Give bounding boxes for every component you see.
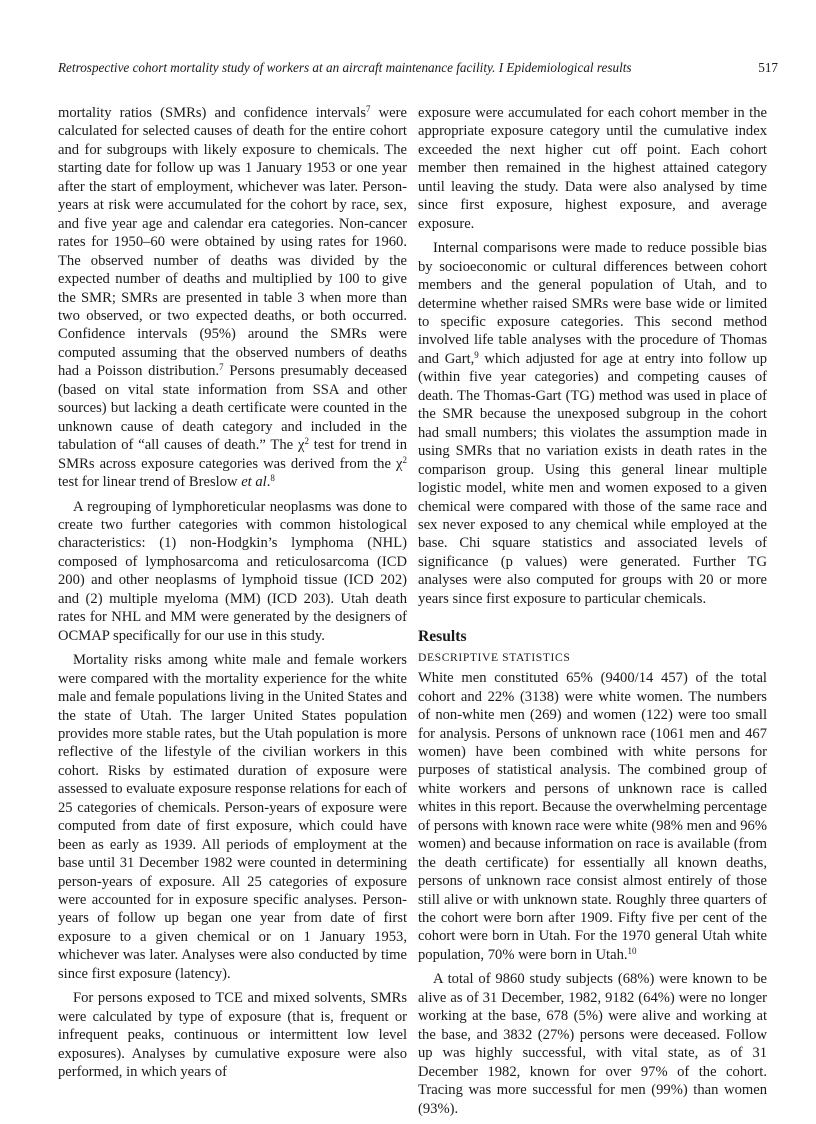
paragraph-mortality-risks: Mortality risks among white male and female workers were compared with the mortality experience for the white male and female populations living in the United States and the state of Utah. The larger United States population provides more stable rates, but the Utah population is more reflective of the lifestyle of the civilian workers in this cohort. Risks by estimated duration of exposure were assessed to evaluate exposure response relations for each of 25 categories of chemicals. Person-years of exposure were computed from date of first exposure, which could have been as early as 1939. All periods of employment at the base until 31 December 1982 were counted in determining person-years of exposure. All 25 categories of exposure were accounted for in exposure specific analyses. Person-years of follow up began one year from date of first exposure to a given chemical or on 1 January 1953, whichever was later. Analyses were also conducted by time since first exposure (latency). — [58, 652, 407, 982]
paragraph-smr-methods: mortality ratios (SMRs) and confidence intervals$^7$ were calculated for selected causes of death for the entire cohort and for subgroups with likely exposure to chemicals. The starting date for follow up was 1 January 1953 or one year after the start of employment, whichever was later. Person-years at risk were accumulated for the cohort by race, sex, and five year age and calendar era categories. Non-cancer rates for 1950–60 were obtained by using rates for 1960. The observed number of deaths was divided by the expected number of deaths and multiplied by 100 to give the SMR; SMRs are presented in table 3 when more than two observed, or two expected deaths, or both occurred. Confidence intervals (95%) around the SMRs were computed assuming that the observed numbers of deaths had a Poisson distribution.$^7$ Persons presumably deceased (based on vital state information from SSA and other sources) but lacking a death certificate were counted in the unknown cause of death category and included in the tabulation of “all causes of death.” The $\chi^2$ test for trend in SMRs across exposure categories was derived from the $\chi^2$ test for linear trend of Breslow et al.$^8$ — [58, 104, 407, 491]
results-heading: Results — [418, 628, 467, 646]
page-number: 517 — [758, 60, 778, 75]
paragraph-vital-status: A total of 9860 study subjects (68%) were known to be alive as of 31 December, 1982, 9182 (64%) were no longer working at the base, 678 (5%) were alive and working at the base, and 3832 (27%) persons were deceased. Follow up was highly successful, with vital state, as of 31 December 1982, known for over 97% of the cohort. Tracing was more successful for men (99%) than women (93%). — [418, 971, 767, 1117]
paragraph-tce-solvents: For persons exposed to TCE and mixed solvents, SMRs were calculated by type of exposure (that is, frequent or infrequent peaks, continuous or intermittent low level exposures). Analyses by cumulative exposure were also performed, in which years of — [58, 990, 407, 1081]
right-column — [418, 104, 767, 1124]
paragraph-internal-comparisons: Internal comparisons were made to reduce possible bias by socioeconomic or cultural differences between cohort members and the general population of Utah, and to determine whether raised SMRs were base wide or limited to specific exposure categories. This second method involved life table analyses with the procedure of Thomas and Gart,$^9$ which adjusted for age at entry into follow up (within five year categories) and competing causes of death. The Thomas-Gart (TG) method was used in place of the SMR because the unexposed subgroup in the cohort had small numbers; this violates the assumption made in using SMRs that no variation exists in death rates in the comparison group. Using this general linear multiple logistic model, white men and women exposed to a given chemical were compared with those of the same race and sex never exposed to any chemical while employed at the base. Chi square statistics and associated levels of significance (p values) were generated. Further TG analyses were also computed for groups with 20 or more years since first exposure to particular chemicals. — [418, 240, 767, 607]
running-title: Retrospective cohort mortality study of workers at an aircraft maintenance facility. I Epidemiological results — [58, 60, 632, 75]
paragraph-cumulative-exposure: exposure were accumulated for each cohort member in the appropriate exposure category until the cumulative index exceeded the next higher cut off point. Each cohort member then remained in the highest attained category until leaving the study. Data were also analysed by time since first exposure, highest exposure, and average exposure. — [418, 105, 767, 232]
page-header — [58, 60, 778, 80]
left-column — [58, 104, 407, 1088]
descriptive-statistics-subheading: DESCRIPTIVE STATISTICS — [418, 650, 571, 664]
paragraph-lymphoreticular: A regrouping of lymphoreticular neoplasms was done to create two further categories with common histological characteristics: (1) non-Hodgkin’s lymphoma (NHL) composed of lymphosarcoma and reticulosarcoma (ICD 200) and other neoplasms of lymphoid tissue (ICD 202) and (2) multiple myeloma (MM) (ICD 203). Utah death rates for NHL and MM were generated by the designers of OCMAP specifically for our use in this study. — [58, 498, 407, 644]
paragraph-cohort-composition: White men constituted 65% (9400/14 457) of the total cohort and 22% (3138) were white women. The numbers of non-white men (269) and women (122) were too small for analysis. Persons of unknown race (1061 men and 467 women) have been combined with white persons for purposes of statistical analysis. The combined group of white workers and persons of unknown race is called whites in this report. Because the overwhelming percentage of persons with known race were white (98% men and 96% women) and because information on race is available (from the death certificate) for essentially all known deaths, persons of unknown race consist almost entirely of those still alive or with unknown state. Roughly three quarters of the cohort were born after 1909. Fifty five per cent of the cohort were born in Utah. For the 1970 general Utah white population, 70% were born in Utah.$^{10}$ — [418, 670, 767, 963]
